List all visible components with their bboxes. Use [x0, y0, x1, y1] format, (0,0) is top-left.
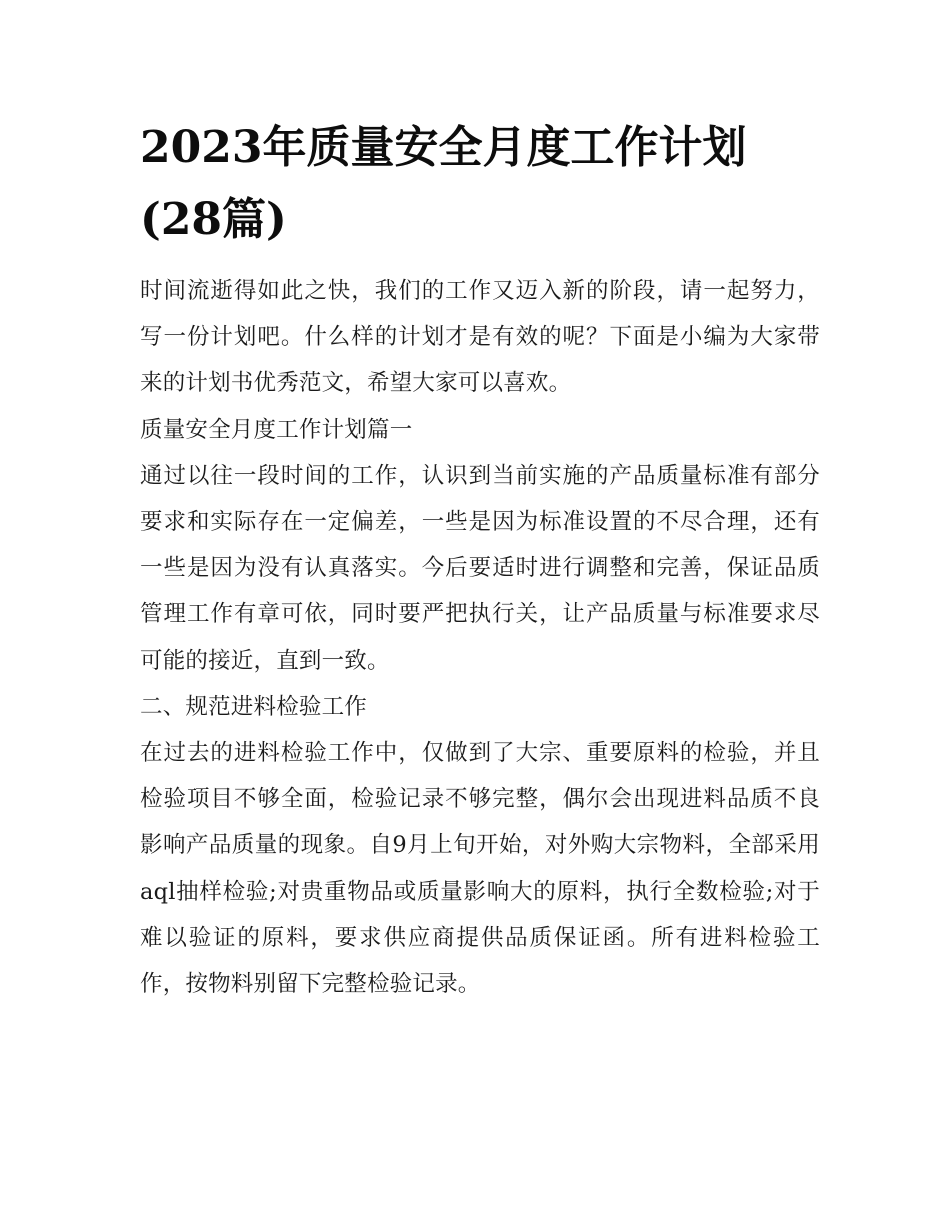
- incoming-inspection-paragraph: 在过去的进料检验工作中，仅做到了大宗、重要原料的检验，并且检验项目不够全面，检验记录不够完整，偶尔会出现进料品质不良影响产品质量的现象。自9月上旬开始，对外购大宗物料，全部采用aql抽样检验;对贵重物品或质量影响大的原料，执行全数检验;对于难以验证的原料，要求供应商提供品质保证函。所有进料检验工作，按物料别留下完整检验记录。: [140, 740, 820, 998]
- section-heading-part-one: 质量安全月度工作计划篇一: [140, 416, 413, 443]
- document-title: 2023年质量安全月度工作计划(28篇): [140, 122, 747, 245]
- intro-paragraph: 时间流逝得如此之快，我们的工作又迈入新的阶段，请一起努力，写一份计划吧。什么样的计划才是有效的呢？下面是小编为大家带来的计划书优秀范文，希望大家可以喜欢。: [140, 278, 820, 397]
- document-body: [140, 112, 820, 1007]
- quality-standard-paragraph: 通过以往一段时间的工作，认识到当前实施的产品质量标准有部分要求和实际存在一定偏差，一些是因为标准设置的不尽合理，还有一些是因为没有认真落实。今后要适时进行调整和完善，保证品质管理工作有章可依，同时要严把执行关，让产品质量与标准要求尽可能的接近，直到一致。: [140, 462, 820, 674]
- section-heading-incoming-inspection: 二、规范进料检验工作: [140, 693, 368, 720]
